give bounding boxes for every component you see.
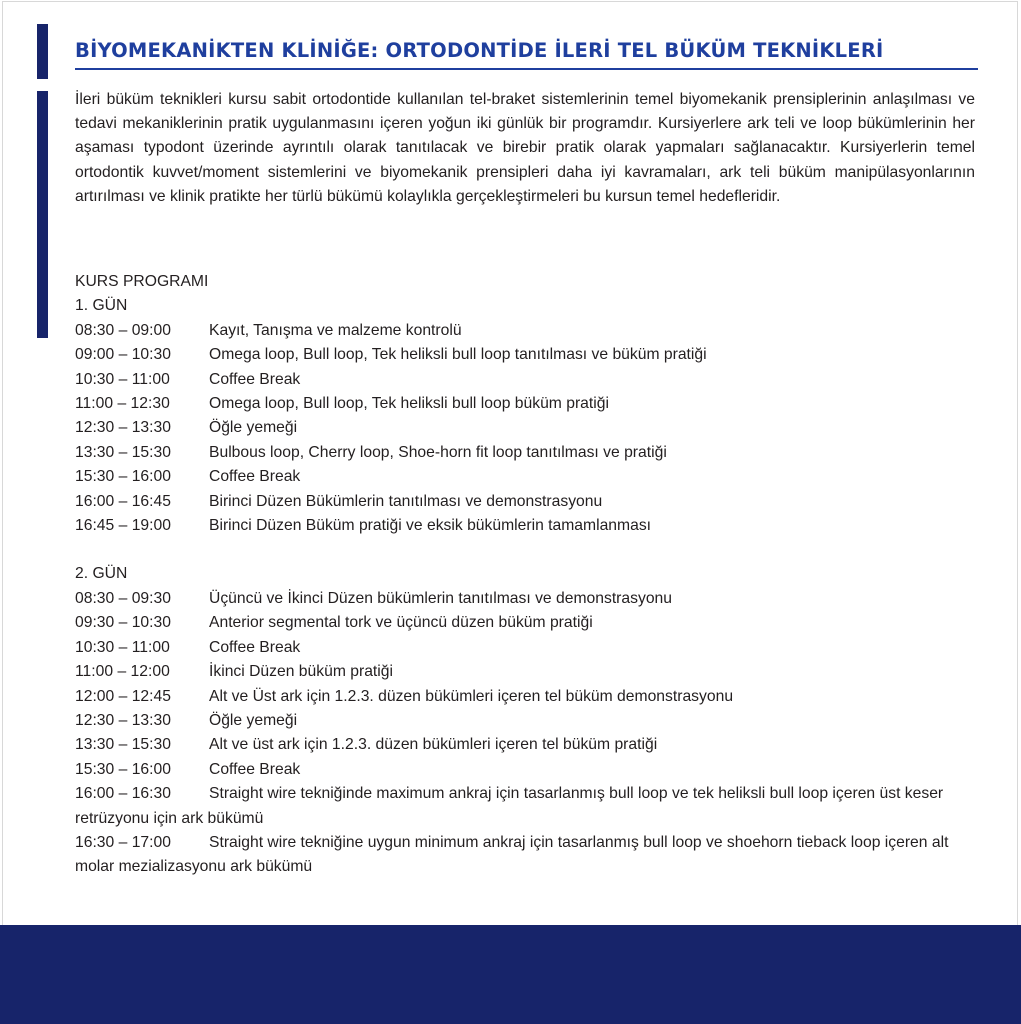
schedule-activity: Coffee Break <box>209 468 301 486</box>
schedule-time: 11:00 – 12:00 <box>75 663 170 681</box>
schedule-time: 16:45 – 19:00 <box>75 517 171 535</box>
title-accent-bar <box>37 24 48 79</box>
schedule-activity: Alt ve üst ark için 1.2.3. düzen bükümleri içeren tel büküm pratiği <box>209 736 658 754</box>
schedule-activity: Anterior segmental tork ve üçüncü düzen büküm pratiği <box>209 614 593 632</box>
schedule-row <box>75 685 975 709</box>
schedule-time: 10:30 – 11:00 <box>75 370 170 388</box>
schedule-time: 09:30 – 10:30 <box>75 614 171 632</box>
schedule-row <box>75 660 975 684</box>
schedule-activity: Üçüncü ve İkinci Düzen bükümlerin tanıtılması ve demonstrasyonu <box>209 589 672 607</box>
schedule-time: 16:00 – 16:45 <box>75 492 171 510</box>
schedule-time: 08:30 – 09:00 <box>75 321 171 339</box>
schedule-row <box>75 831 975 880</box>
schedule-row <box>75 465 975 489</box>
schedule-activity: Omega loop, Bull loop, Tek heliksli bull loop tanıtılması ve büküm pratiği <box>209 346 707 364</box>
schedule-row <box>75 441 975 465</box>
day-1-schedule <box>75 294 975 538</box>
day-2-rows <box>75 587 975 880</box>
schedule-activity: Straight wire tekniğine uygun minimum ankraj için tasarlanmış bull loop ve shoehorn tieback loop içeren alt molar mezializasyonu ark bükümü <box>75 833 949 876</box>
schedule-time: 09:00 – 10:30 <box>75 346 171 364</box>
schedule-row <box>75 782 975 831</box>
schedule-time: 13:30 – 15:30 <box>75 443 171 461</box>
schedule-time: 15:30 – 16:00 <box>75 760 171 778</box>
program-heading: KURS PROGRAMI <box>75 273 209 290</box>
schedule-row <box>75 514 975 538</box>
schedule-time: 16:00 – 16:30 <box>75 785 171 803</box>
schedule-activity: İkinci Düzen büküm pratiği <box>209 663 393 681</box>
schedule-time: 10:30 – 11:00 <box>75 638 170 656</box>
schedule-activity: Birinci Düzen Büküm pratiği ve eksik bükümlerin tamamlanması <box>209 517 652 535</box>
schedule-row <box>75 319 975 343</box>
page-title: BİYOMEKANİKTEN KLİNİĞE: ORTODONTİDE İLERİ TEL BÜKÜM TEKNİKLERİ <box>75 39 884 62</box>
schedule-row <box>75 636 975 660</box>
schedule-activity: Kayıt, Tanışma ve malzeme kontrolü <box>209 321 462 339</box>
course-program <box>75 270 975 880</box>
intro-paragraph: İleri büküm teknikleri kursu sabit ortodontide kullanılan tel-braket sistemlerinin temel biyomekanik prensiplerinin anlaşılması ve tedavi mekaniklerinin pratik uygulanmasını içeren yoğun iki günlük bir programdır. Kursiyerlere ark teli ve loop bükümlerinin her aşaması typodont üzerinde ayrıntılı olarak tanıtılacak ve birebir pratik olarak yapmaları sağlanacaktır. Kursiyerlerin temel ortodontik kuvvet/moment sistemlerini ve biyomekanik prensipleri daha iyi kavramaları, ark teli büküm manipülasyonlarının artırılması ve klinik pratikte her türlü bükümü kolaylıkla gerçekleştirmeleri bu kursun temel hedefleridir. <box>75 91 975 205</box>
day-2-label: 2. GÜN <box>75 565 128 583</box>
schedule-row <box>75 392 975 416</box>
schedule-row <box>75 758 975 782</box>
schedule-row <box>75 587 975 611</box>
footer-band <box>0 925 1021 1024</box>
schedule-row <box>75 709 975 733</box>
schedule-activity: Straight wire tekniğinde maximum ankraj için tasarlanmış bull loop ve tek heliksli bull loop içeren üst keser retrüzyonu için ark bükümü <box>75 785 944 827</box>
schedule-activity: Birinci Düzen Bükümlerin tanıtılması ve demonstrasyonu <box>209 492 603 510</box>
schedule-row <box>75 343 975 367</box>
day-1-label: 1. GÜN <box>75 297 128 315</box>
body-accent-bar <box>37 91 48 338</box>
schedule-activity: Bulbous loop, Cherry loop, Shoe-horn fit loop tanıtılması ve pratiği <box>209 443 667 461</box>
schedule-row <box>75 733 975 757</box>
schedule-time: 15:30 – 16:00 <box>75 468 171 486</box>
schedule-row <box>75 416 975 440</box>
schedule-time: 13:30 – 15:30 <box>75 736 171 754</box>
day-2-schedule <box>75 562 975 879</box>
schedule-activity: Öğle yemeği <box>209 711 298 729</box>
schedule-row <box>75 611 975 635</box>
day-1-rows <box>75 319 975 539</box>
schedule-time: 12:30 – 13:30 <box>75 419 171 437</box>
schedule-activity: Coffee Break <box>209 370 301 388</box>
schedule-row <box>75 368 975 392</box>
schedule-row <box>75 490 975 514</box>
schedule-activity: Coffee Break <box>209 638 301 656</box>
schedule-time: 16:30 – 17:00 <box>75 833 171 851</box>
schedule-time: 08:30 – 09:30 <box>75 589 171 607</box>
schedule-activity: Öğle yemeği <box>209 419 298 437</box>
schedule-time: 12:00 – 12:45 <box>75 687 171 705</box>
schedule-time: 11:00 – 12:30 <box>75 395 170 413</box>
title-underline <box>75 68 978 70</box>
schedule-activity: Coffee Break <box>209 760 301 778</box>
schedule-activity: Omega loop, Bull loop, Tek heliksli bull loop büküm pratiği <box>209 395 609 413</box>
schedule-activity: Alt ve Üst ark için 1.2.3. düzen bükümleri içeren tel büküm demonstrasyonu <box>209 687 734 705</box>
schedule-time: 12:30 – 13:30 <box>75 711 171 729</box>
